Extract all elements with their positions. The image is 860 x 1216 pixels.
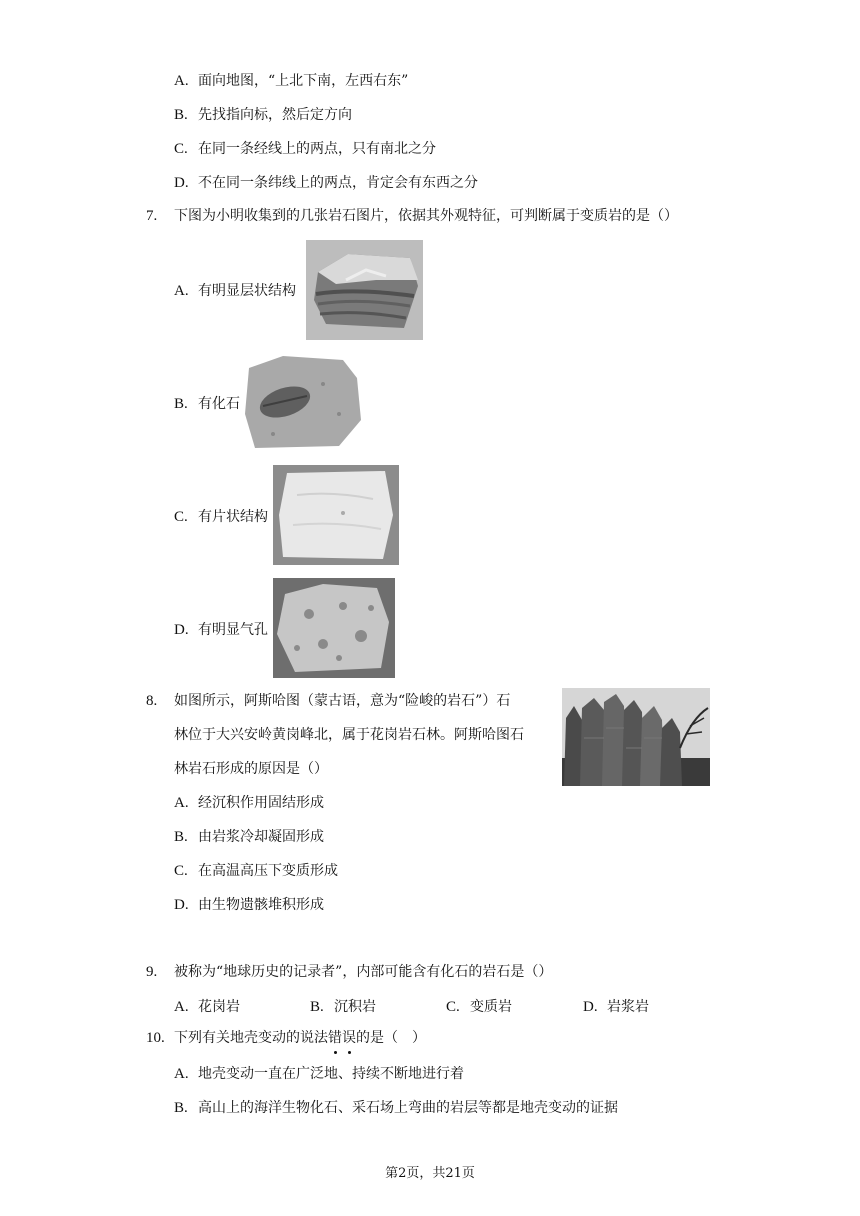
question-stem: 下图为小明收集到的几张岩石图片，依据其外观特征，可判断属于变质岩的是（） bbox=[174, 208, 678, 224]
question-number: 10. bbox=[146, 1030, 165, 1046]
q7-option-a: A. 有明显层状结构 bbox=[174, 283, 296, 299]
q9-option-a: A. 花岗岩 bbox=[174, 999, 240, 1015]
q6-option-d: D. 不在同一条纬线上的两点，肯定会有东西之分 bbox=[174, 175, 478, 191]
q10-option-a: A. 地壳变动一直在广泛地、持续不断地进行着 bbox=[174, 1066, 464, 1082]
porous-rock-photo bbox=[273, 578, 395, 678]
q8-option-d: D. 由生物遗骸堆积形成 bbox=[174, 897, 324, 913]
q6-option-b: B. 先找指向标，然后定方向 bbox=[174, 107, 352, 123]
question-stem-line-2: 林位于大兴安岭黄岗峰北，属于花岗岩石林。阿斯哈图石 bbox=[174, 727, 524, 743]
question-stem-line-3: 林岩石形成的原因是（） bbox=[174, 761, 328, 777]
stone-forest-photo bbox=[562, 688, 710, 786]
q7-option-b: B. 有化石 bbox=[174, 396, 240, 412]
q7-option-d: D. 有明显气孔 bbox=[174, 622, 268, 638]
fossil-rock-photo bbox=[243, 354, 364, 450]
page-footer: 第2页，共21页 bbox=[385, 1166, 475, 1181]
question-number: 8. bbox=[146, 693, 158, 709]
q8-option-b: B. 由岩浆冷却凝固形成 bbox=[174, 829, 324, 845]
question-number: 9. bbox=[146, 964, 158, 980]
q8-option-c: C. 在高温高压下变质形成 bbox=[174, 863, 338, 879]
q7-option-c: C. 有片状结构 bbox=[174, 509, 268, 525]
q8-option-a: A. 经沉积作用固结形成 bbox=[174, 795, 324, 811]
emphasis-dot-char: 误 bbox=[342, 1030, 356, 1046]
q9-option-b: B. 沉积岩 bbox=[310, 999, 376, 1015]
schist-rock-photo bbox=[273, 465, 399, 565]
q9-option-c: C. 变质岩 bbox=[446, 999, 512, 1015]
q6-option-a: A. 面向地图，“上北下南，左西右东” bbox=[174, 73, 409, 89]
q6-option-c: C. 在同一条经线上的两点，只有南北之分 bbox=[174, 141, 436, 157]
question-stem: 下列有关地壳变动的说法错误的是（ ） bbox=[174, 1030, 426, 1046]
question-stem-line-1: 如图所示，阿斯哈图（蒙古语，意为“险峻的岩石”）石 bbox=[174, 693, 511, 709]
q10-option-b: B. 高山上的海洋生物化石、采石场上弯曲的岩层等都是地壳变动的证据 bbox=[174, 1100, 618, 1116]
question-number: 7. bbox=[146, 208, 158, 224]
q9-option-d: D. 岩浆岩 bbox=[583, 999, 649, 1015]
question-stem: 被称为“地球历史的记录者”，内部可能含有化石的岩石是（） bbox=[174, 964, 553, 980]
layered-rock-photo bbox=[306, 240, 423, 340]
emphasis-dot-char: 错 bbox=[328, 1030, 342, 1046]
